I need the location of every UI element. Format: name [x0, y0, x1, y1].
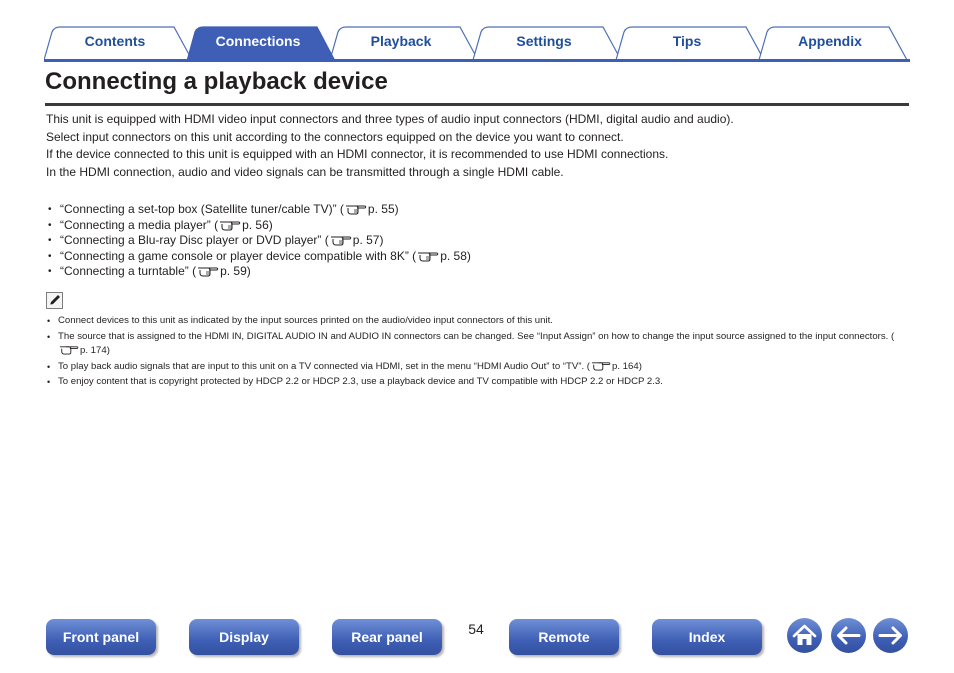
tab-contents[interactable]: Contents — [84, 33, 146, 49]
link-game-console[interactable] — [46, 249, 471, 265]
tab-connections[interactable]: Connections — [215, 33, 301, 49]
link-text: “Connecting a media player” ( — [60, 217, 219, 232]
connection-links — [46, 202, 471, 280]
link-media-player[interactable] — [46, 218, 471, 234]
link-close: ) — [268, 217, 273, 232]
page-ref: p. 56 — [242, 217, 269, 232]
link-text: “Connecting a turntable” ( — [60, 264, 197, 278]
intro-paragraph: Select input connectors on this unit according to the connectors equipped on the device you want to connect. — [46, 129, 624, 144]
page-ref: p. 55 — [367, 202, 395, 216]
hand-pointer-icon — [345, 203, 367, 215]
page-ref[interactable]: p. 164 — [612, 360, 639, 372]
page-ref: p. 58 — [440, 248, 467, 263]
note-item: • The source that is assigned to the HDMI IN, DIGITAL AUDIO IN and AUDIO IN connectors can be changed. See “Input Assign” on how to change the input source assigned to the input connectors. (p. 174) — [46, 330, 908, 358]
tab-appendix[interactable]: Appendix — [798, 33, 862, 49]
pencil-icon — [46, 292, 63, 309]
page-ref: p. 57 — [352, 233, 380, 247]
remote-button[interactable]: Remote — [509, 619, 619, 655]
note-text: The source that is assigned to the HDMI IN, DIGITAL AUDIO IN and AUDIO IN connectors can be changed. See “Input Assign” on how to change the input source assigned to the input connectors. ( — [58, 330, 895, 342]
link-text: “Connecting a Blu-ray Disc player or DVD player” ( — [60, 233, 329, 247]
intro-paragraph: If the device connected to this unit is equipped with an HDMI connector, it is recommended to use HDMI connections. — [46, 147, 669, 162]
link-bluray-dvd[interactable] — [46, 233, 471, 249]
page-number: 54 — [468, 621, 484, 637]
link-close: ) — [394, 202, 399, 216]
hand-pointer-icon — [59, 344, 79, 355]
link-turntable[interactable] — [46, 264, 471, 280]
note-item: • Connect devices to this unit as indicated by the input sources printed on the audio/video input connectors of this unit. — [46, 314, 908, 328]
link-text: “Connecting a set-top box (Satellite tuner/cable TV)” ( — [60, 202, 344, 216]
arrow-right-icon[interactable] — [872, 617, 909, 654]
page-title: Connecting a playback device — [45, 68, 388, 95]
hand-pointer-icon — [591, 360, 611, 371]
rear-panel-button[interactable]: Rear panel — [332, 619, 442, 655]
link-close: ) — [466, 248, 471, 263]
home-icon[interactable] — [786, 617, 823, 654]
link-close: ) — [379, 233, 384, 247]
hand-pointer-icon — [417, 250, 439, 262]
note-text: To play back audio signals that are input to this unit on a TV connected via HDMI, set in the menu “HDMI Audio Out” to “TV”. ( — [58, 360, 590, 372]
note-item: • To play back audio signals that are input to this unit on a TV connected via HDMI, set in the menu “HDMI Audio Out” to “TV”. ( p. 164) — [46, 360, 908, 374]
hand-pointer-icon — [197, 265, 219, 277]
note-item: • To enjoy content that is copyright protected by HDCP 2.2 or HDCP 2.3, use a playback device and TV compatible with HDCP 2.2 or HDCP 2.3. — [46, 375, 908, 389]
chapter-tabs — [44, 26, 910, 62]
page-ref[interactable]: p. 174 — [80, 344, 107, 356]
page-ref: p. 59 — [220, 264, 247, 278]
intro-paragraph: In the HDMI connection, audio and video signals can be transmitted through a single HDMI cable. — [46, 165, 564, 180]
index-button[interactable]: Index — [652, 619, 762, 655]
title-divider — [45, 103, 909, 106]
notes-list — [46, 314, 908, 391]
tab-playback[interactable]: Playback — [370, 33, 432, 49]
hand-pointer-icon — [330, 234, 352, 246]
link-text: “Connecting a game console or player device compatible with 8K” ( — [60, 248, 417, 263]
intro-text — [46, 111, 906, 182]
link-set-top-box[interactable] — [46, 202, 471, 218]
front-panel-button[interactable]: Front panel — [46, 619, 156, 655]
display-button[interactable]: Display — [189, 619, 299, 655]
tab-settings[interactable]: Settings — [516, 33, 572, 49]
hand-pointer-icon — [219, 219, 241, 231]
link-close: ) — [246, 264, 251, 278]
intro-paragraph: This unit is equipped with HDMI video input connectors and three types of audio input connectors (HDMI, digital audio and audio). — [46, 112, 734, 126]
arrow-left-icon[interactable] — [830, 617, 867, 654]
tab-tips[interactable]: Tips — [672, 33, 702, 49]
